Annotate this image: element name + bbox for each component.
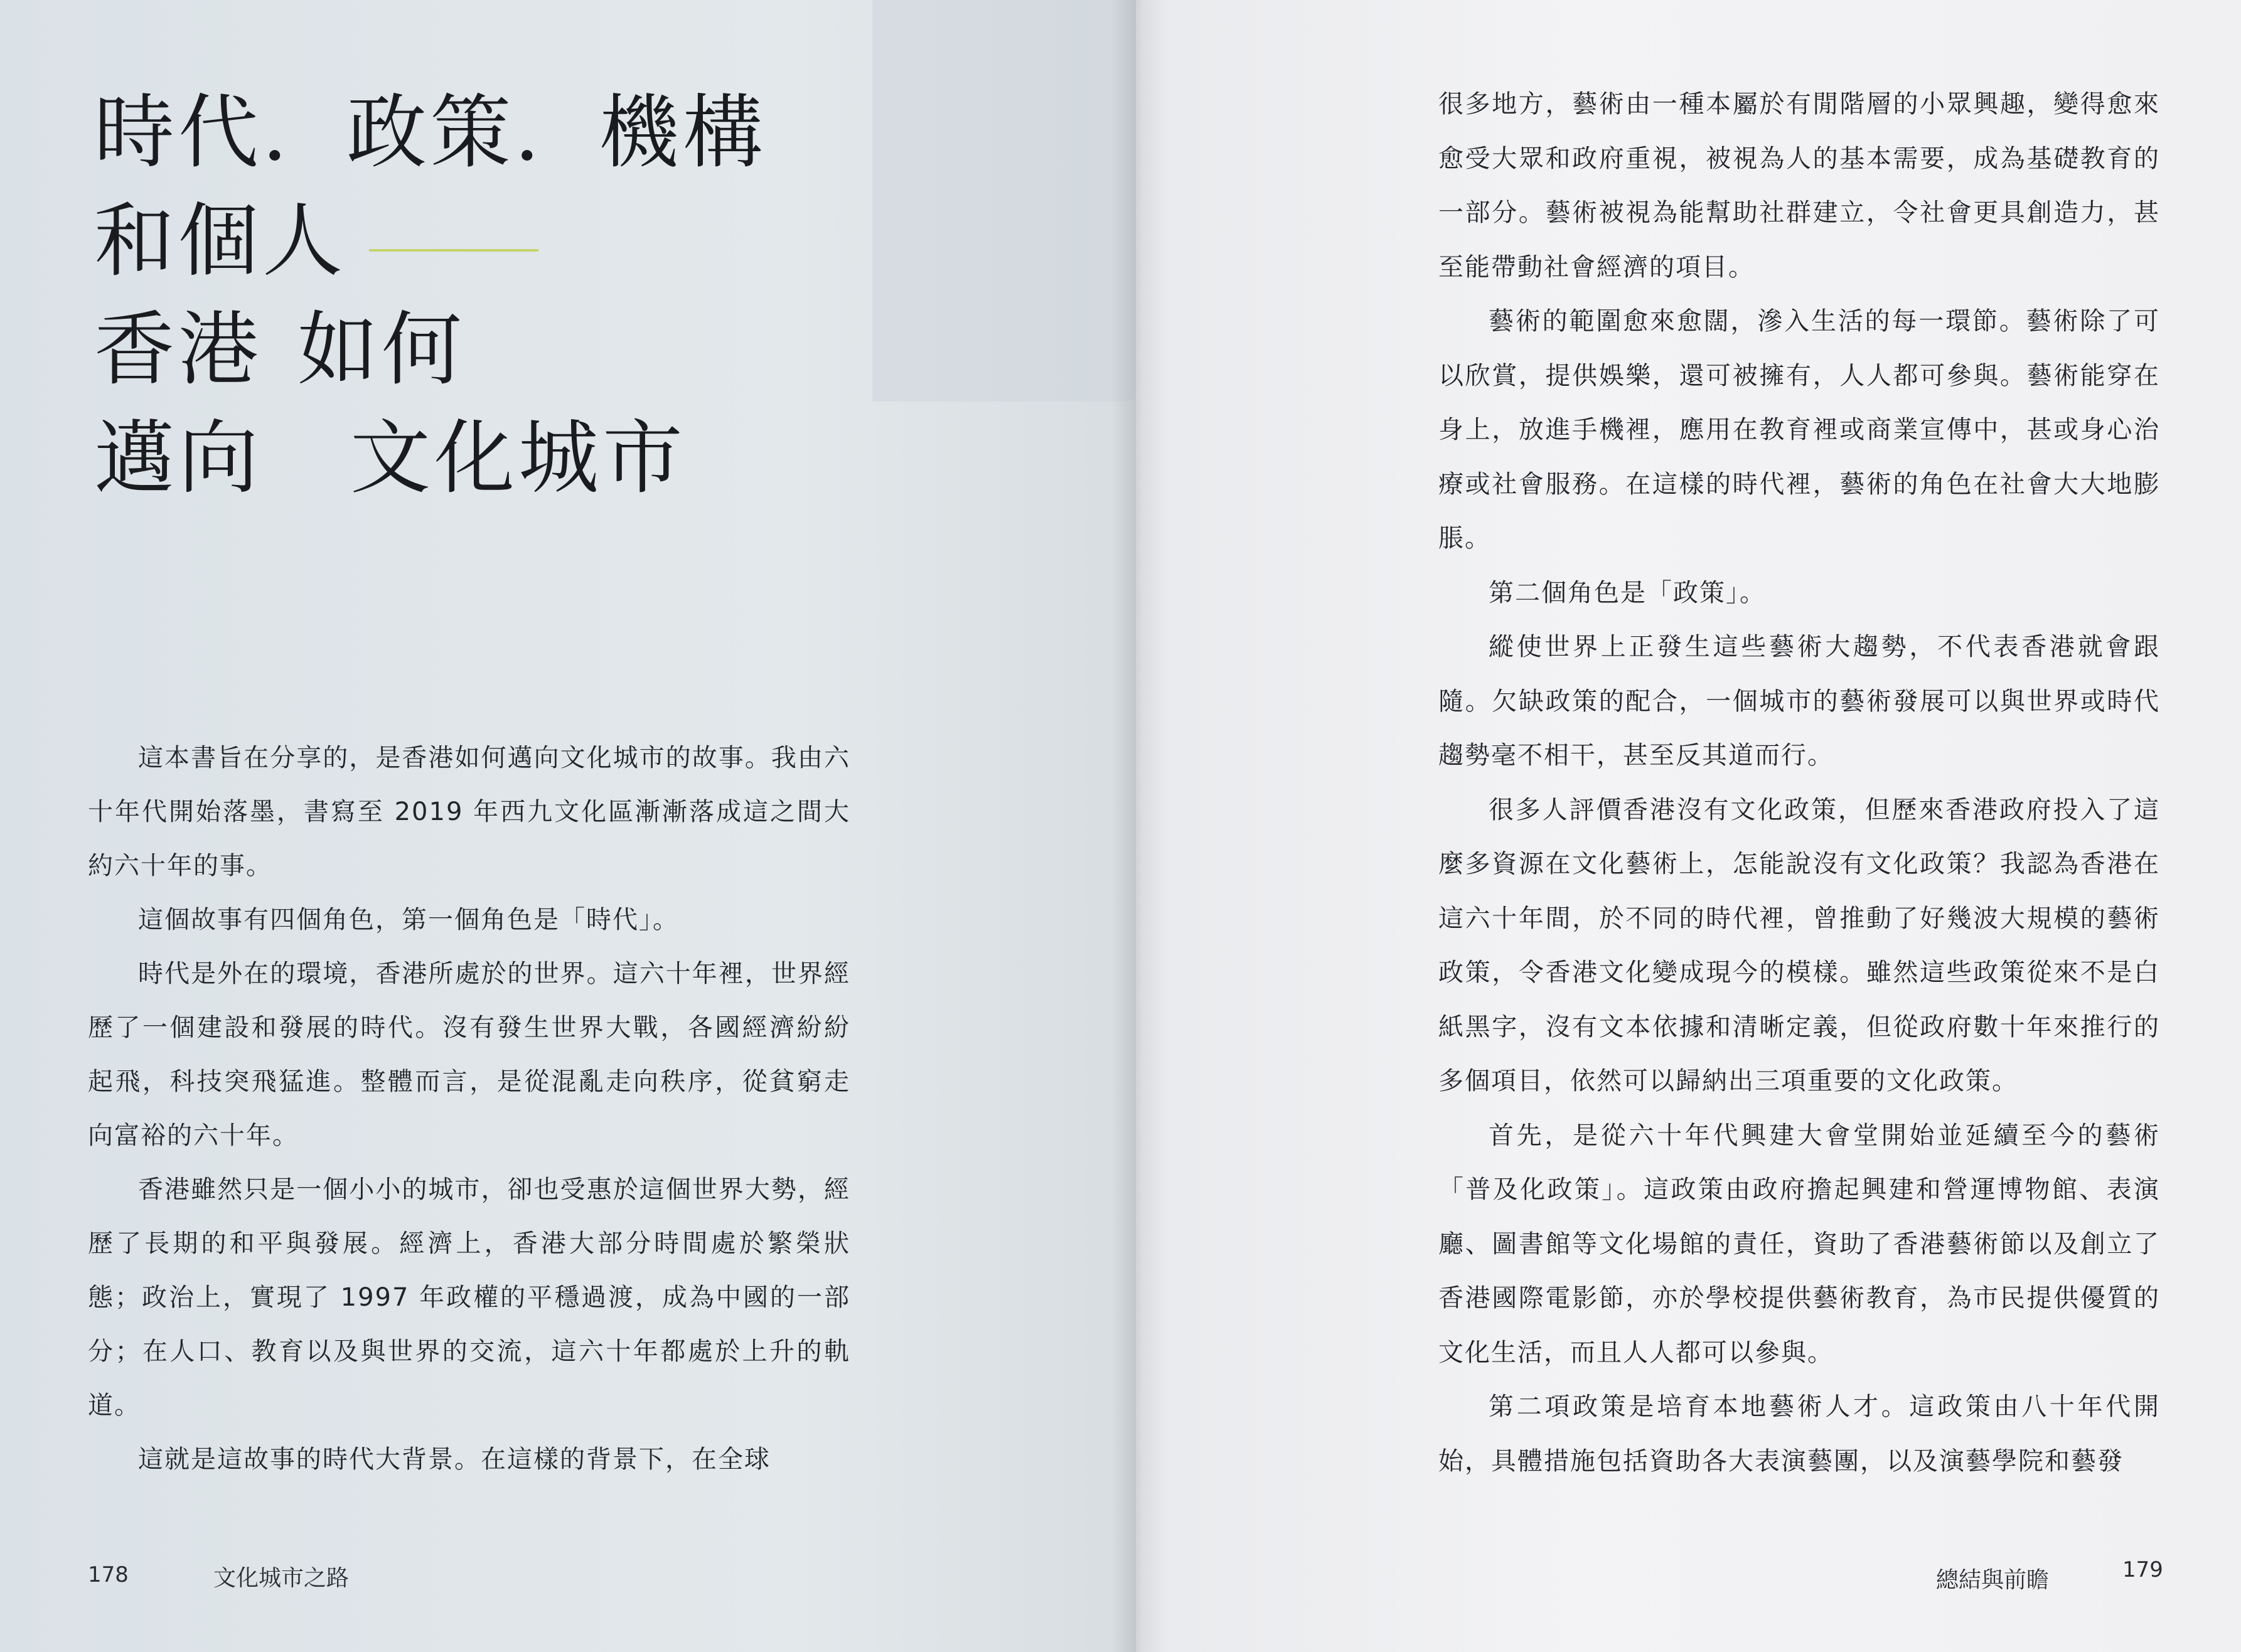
paragraph: 首先，是從六十年代興建大會堂開始並延續至今的藝術「普及化政策」。這政策由政府擔起興建和營運博物館、表演廳、圖書館等文化場館的責任，資助了香港藝術節以及創立了香港國際電影節，亦於學校提供藝術教育，為市民提供優質的文化生活，而且人人都可以參與。 [1438, 1121, 2160, 1367]
paragraph: 時代是外在的環境，香港所處於的世界。這六十年裡，世界經歷了一個建設和發展的時代。沒有發生世界大戰，各國經濟紛紛起飛，科技突飛猛進。整體而言，是從混亂走向秩序，從貧窮走向富裕的六十年。 [88, 959, 850, 1150]
title-word-cultural-city: 文化城市 [350, 412, 687, 505]
title-line-3 [94, 296, 767, 404]
light-reflection [872, 0, 1136, 402]
right-running-title: 總結與前瞻 [1936, 1567, 2050, 1593]
paragraph: 第二項政策是培育本地藝術人才。這政策由八十年代開始，具體措施包括資助各大表演藝團，以及演藝學院和藝發 [1438, 1392, 2160, 1476]
left-running-title: 文化城市之路 [213, 1565, 350, 1591]
paragraph: 香港雖然只是一個小小的城市，卻也受惠於這個世界大勢，經歷了長期的和平與發展。經濟上，香港大部分時間處於繁榮狀態；政治上，實現了 1997 年政權的平穩過渡，成為中國的一部分；在人口、教育以及與世界的交流，這六十年都處於上升的軌道。 [88, 1175, 850, 1420]
paragraph: 第二個角色是「政策」。 [1489, 578, 1766, 607]
title-word-hong-kong: 香港 [94, 303, 263, 397]
title-line-1: 時代．政策．機構 [94, 86, 768, 179]
right-page-number: 179 [2122, 1557, 2163, 1582]
paragraph: 這個故事有四個角色，第一個角色是「時代」。 [138, 905, 679, 934]
left-body-text [88, 731, 850, 1486]
paragraph: 藝術的範圍愈來愈闊，滲入生活的每一環節。藝術除了可以欣賞，提供娛樂，還可被擁有，人人都可參與。藝術能穿在身上，放進手機裡，應用在教育裡或商業宣傳中，甚或身心治療或社會服務。在這樣的時代裡，藝術的角色在社會大大地膨脹。 [1438, 307, 2160, 553]
paragraph: 很多人評價香港沒有文化政策，但歷來香港政府投入了這麼多資源在文化藝術上，怎能說沒有文化政策？我認為香港在這六十年間，於不同的時代裡，曾推動了好幾波大規模的藝術政策，令香港文化變成現今的模樣。雖然這些政策從來不是白紙黑字，沒有文本依據和清晰定義，但從政府數十年來推行的多個項目，依然可以歸納出三項重要的文化政策。 [1438, 795, 2160, 1095]
right-body-text [1438, 77, 2160, 1488]
title-line-2-text: 和個人 [94, 195, 347, 288]
title-line-4 [94, 404, 767, 513]
paragraph: 這就是這故事的時代大背景。在這樣的背景下，在全球 [138, 1445, 771, 1474]
title-accent-rule [369, 249, 538, 252]
paragraph: 這本書旨在分享的，是香港如何邁向文化城市的故事。我由六十年代開始落墨，書寫至 2019 年西九文化區漸漸落成這之間大約六十年的事。 [88, 743, 850, 880]
paragraph: 很多地方，藝術由一種本屬於有閒階層的小眾興趣，變得愈來愈受大眾和政府重視，被視為人的基本需要，成為基礎教育的一部分。藝術被視為能幫助社群建立，令社會更具創造力，甚至能帶動社會經濟的項目。 [1438, 90, 2160, 282]
title-word-how: 如何 [297, 303, 466, 397]
left-page-number: 178 [88, 1562, 129, 1587]
title-word-towards: 邁向 [94, 412, 263, 505]
paragraph: 縱使世界上正發生這些藝術大趨勢，不代表香港就會跟隨。欠缺政策的配合，一個城市的藝術發展可以與世界或時代趨勢毫不相干，甚至反其道而行。 [1438, 632, 2160, 770]
chapter-title [94, 78, 767, 513]
title-line-2 [94, 187, 767, 296]
